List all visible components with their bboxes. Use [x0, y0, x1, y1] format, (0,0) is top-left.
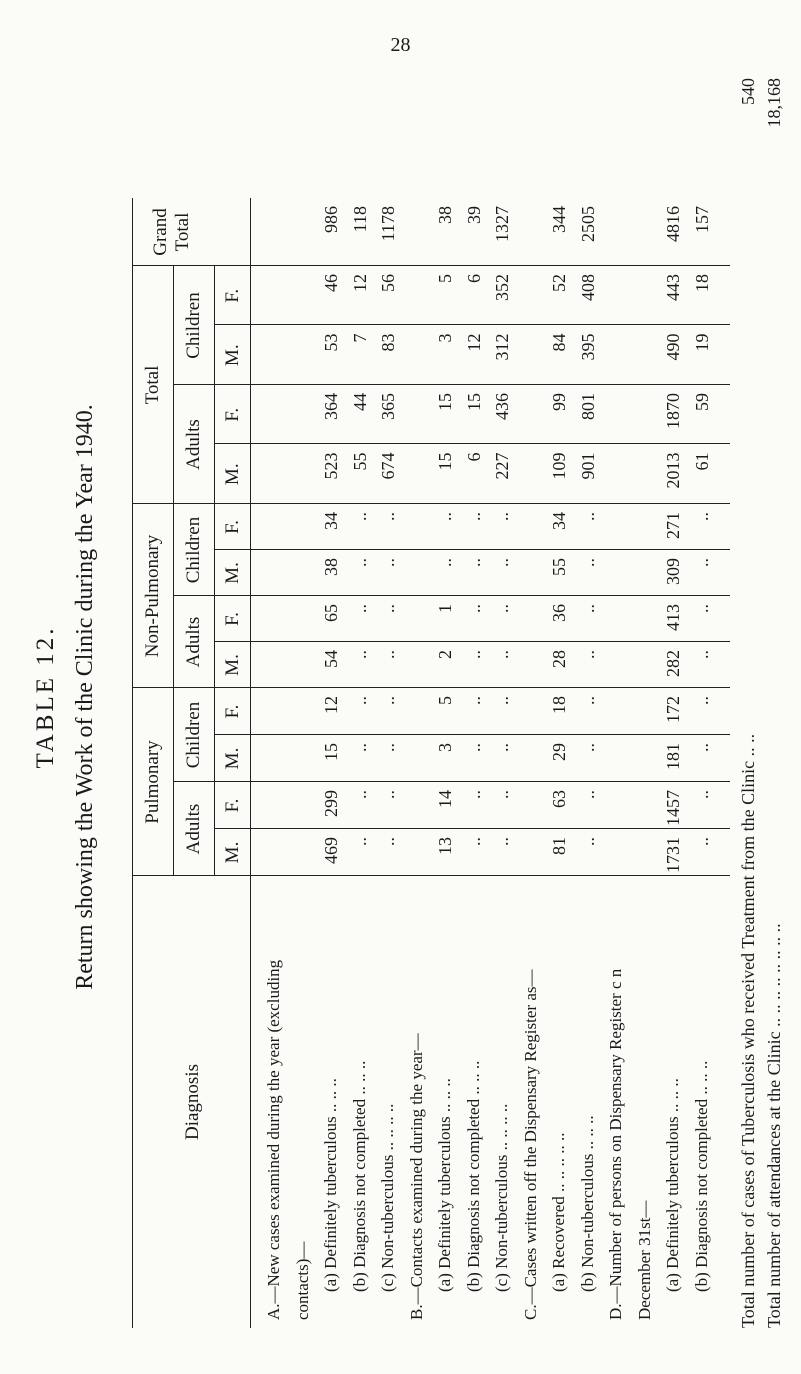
table-cell: .. — [463, 790, 484, 799]
row-label: C.—Cases written off the Dispensary Register as— — [520, 969, 540, 1320]
table-cell: 227 — [492, 452, 512, 480]
table-cell: .. — [691, 558, 712, 567]
table-cell: .. — [349, 696, 370, 705]
m-header: M. — [222, 562, 243, 584]
table-cell: 6 — [463, 452, 484, 462]
table-cell: 15 — [435, 393, 455, 411]
table-cell: .. — [378, 743, 398, 752]
table-cell: 15 — [463, 393, 484, 411]
table-cell: 55 — [549, 558, 569, 576]
table-cell: .. — [492, 790, 512, 799]
table-cell: 365 — [378, 393, 398, 420]
table-cell: .. — [691, 512, 712, 521]
non-pulmonary-header: Non-Pulmonary — [142, 534, 163, 658]
table-cell: .. — [492, 558, 512, 567]
table-cell: 7 — [349, 333, 370, 343]
table-cell: 443 — [663, 274, 683, 301]
adults-header: Adults — [183, 419, 204, 470]
total-header: Total — [142, 365, 163, 405]
table-cell: 28 — [549, 650, 569, 668]
footer-value: 540 — [738, 78, 758, 105]
table-cell: .. — [349, 743, 370, 752]
table-cell: .. — [577, 558, 598, 567]
table-cell: .. — [691, 604, 712, 613]
row-label: (b) Diagnosis not completed .. .. .. — [349, 1060, 369, 1292]
table-cell: 413 — [663, 604, 683, 631]
table-cell: .. — [463, 558, 484, 567]
table-cell: .. — [463, 696, 484, 705]
row-label: (c) Non-tuberculous .. .. .. .. — [378, 1103, 397, 1292]
table-cell: 352 — [492, 274, 512, 301]
table-cell: .. — [378, 512, 398, 521]
table-top-rule — [132, 198, 133, 1328]
table-cell: 282 — [663, 650, 683, 677]
table-cell: 523 — [321, 452, 341, 480]
table-cell: 299 — [321, 790, 341, 817]
table-cell: 801 — [577, 393, 598, 420]
table-cell: 83 — [378, 333, 398, 352]
table-cell: 344 — [549, 206, 569, 233]
table-cell: 56 — [378, 274, 398, 292]
table-cell: 13 — [435, 837, 455, 855]
table-cell: .. — [691, 650, 712, 659]
table-cell: 84 — [549, 333, 569, 352]
table-cell: 53 — [321, 333, 341, 352]
table-cell: 986 — [321, 206, 341, 233]
table-cell: .. — [349, 558, 370, 567]
table-cell: .. — [349, 837, 370, 846]
table-cell: .. — [463, 650, 484, 659]
table-cell: .. — [492, 696, 512, 705]
table-cell: 34 — [321, 512, 341, 530]
table-cell: .. — [691, 790, 712, 799]
table-cell: 1 — [435, 604, 455, 613]
table-cell: 436 — [492, 393, 512, 420]
f-header: F. — [222, 407, 243, 422]
table-cell: 29 — [549, 743, 569, 761]
table-cell: 54 — [321, 650, 341, 668]
table-cell: 5 — [435, 274, 455, 283]
m-header: M. — [222, 654, 243, 676]
table-cell: 12 — [463, 333, 484, 352]
table-cell: 2013 — [663, 452, 683, 489]
table-cell: 2 — [435, 650, 455, 659]
table-subtitle: Return showing the Work of the Clinic during the Year 1940. — [72, 404, 98, 990]
table-cell: .. — [577, 790, 598, 799]
table-cell: 18 — [691, 274, 712, 292]
table-cell: .. — [577, 743, 598, 752]
table-cell: 1870 — [663, 393, 683, 429]
table-cell: 1731 — [663, 837, 683, 873]
table-cell: .. — [378, 604, 398, 613]
row-label: A.—New cases examined during the year (excluding — [264, 959, 283, 1320]
table-cell: 1178 — [378, 206, 398, 242]
row-label: December 31st— — [634, 1200, 654, 1320]
table-cell: 65 — [321, 604, 341, 622]
table-cell: 172 — [663, 696, 683, 723]
table-cell: 181 — [663, 743, 683, 770]
f-header: F. — [222, 704, 243, 719]
table-cell: 3 — [435, 333, 455, 343]
table-cell: 12 — [349, 274, 370, 292]
table-cell: 469 — [321, 837, 341, 864]
table-cell: .. — [691, 696, 712, 705]
table-cell: 674 — [378, 452, 398, 480]
table-cell: .. — [492, 837, 512, 846]
table-cell: .. — [492, 650, 512, 659]
table-cell: .. — [378, 696, 398, 705]
page-number: 28 — [390, 34, 411, 56]
m-header: M. — [222, 747, 243, 770]
row-label: B.—Contacts examined during the year— — [406, 1033, 426, 1320]
row-label: (c) Non-tuberculous .. .. .. .. — [492, 1103, 511, 1292]
m-header: M. — [222, 344, 243, 367]
header-rule-3 — [250, 198, 251, 1328]
table-cell: 490 — [663, 333, 683, 361]
children-header: Children — [183, 701, 204, 769]
table-cell: .. — [492, 604, 512, 613]
table-cell: 15 — [435, 452, 455, 471]
f-header: F. — [222, 612, 243, 626]
table-cell: .. — [463, 512, 484, 521]
f-header: F. — [222, 288, 243, 303]
table-cell: 19 — [691, 333, 712, 352]
row-label: contacts)— — [292, 1241, 312, 1320]
table-cell: 901 — [577, 452, 598, 480]
table-cell: .. — [577, 512, 598, 521]
table-cell: 271 — [663, 512, 683, 539]
table-cell: .. — [492, 512, 512, 521]
table-cell: 34 — [549, 512, 569, 530]
table-cell: .. — [378, 558, 398, 567]
table-cell: 14 — [435, 790, 455, 808]
table-cell: .. — [378, 790, 398, 799]
table-cell: 4816 — [663, 206, 683, 242]
row-label: D.—Number of persons on Dispensary Register c n — [606, 968, 625, 1320]
grand-total-header: Grand Total — [150, 208, 193, 256]
table-cell: .. — [349, 512, 370, 521]
table-cell: .. — [577, 604, 598, 613]
table-cell: .. — [435, 512, 455, 521]
table-cell: .. — [349, 604, 370, 613]
table-cell: 39 — [463, 206, 484, 224]
table-cell: 309 — [663, 558, 683, 585]
table-cell: 36 — [549, 604, 569, 622]
table-cell: 5 — [435, 696, 455, 705]
table-cell: 1457 — [663, 790, 683, 826]
table-cell: .. — [463, 743, 484, 752]
table-cell: .. — [577, 696, 598, 705]
table-cell: 395 — [577, 333, 598, 361]
table-cell: 18 — [549, 696, 569, 714]
table-cell: 59 — [691, 393, 712, 411]
table-cell: 52 — [549, 274, 569, 292]
table-cell: 6 — [463, 274, 484, 283]
row-label: (a) Definitely tuberculous .. .. .. — [435, 1078, 454, 1292]
rotated-table-page — [22, 66, 782, 1328]
table-cell: 1327 — [492, 206, 512, 242]
table-cell: 12 — [321, 696, 341, 714]
row-label: (b) Diagnosis not completed .. .. .. — [463, 1060, 483, 1292]
pulmonary-header: Pulmonary — [142, 740, 163, 824]
table-cell: 61 — [691, 452, 712, 471]
footer-value: 18,168 — [764, 78, 784, 128]
table-cell: 364 — [321, 393, 341, 420]
table-cell: .. — [378, 837, 398, 846]
table-cell: 46 — [321, 274, 341, 292]
adults-header: Adults — [183, 616, 204, 668]
table-cell: .. — [492, 743, 512, 752]
table-cell: 118 — [349, 206, 370, 233]
m-header: M. — [222, 463, 243, 486]
table-cell: 38 — [435, 206, 455, 224]
table-cell: 55 — [349, 452, 370, 471]
table-cell: 15 — [321, 743, 341, 761]
table-cell: .. — [435, 558, 455, 567]
row-label: (b) Diagnosis not completed .. .. .. — [691, 1060, 711, 1292]
f-header: F. — [222, 520, 243, 534]
row-label: (a) Recovered .. .. .. .. .. — [549, 1132, 568, 1292]
table-cell: .. — [463, 604, 484, 613]
table-cell: .. — [349, 650, 370, 659]
row-label: (a) Definitely tuberculous .. .. .. — [321, 1078, 340, 1292]
table-cell: .. — [349, 790, 370, 799]
header-rule-1 — [173, 266, 174, 876]
table-cell: 38 — [321, 558, 341, 576]
table-cell: .. — [378, 650, 398, 659]
table-cell: .. — [463, 837, 484, 846]
m-header: M. — [222, 841, 243, 864]
table-cell: 408 — [577, 274, 598, 301]
diagnosis-header: Diagnosis — [182, 1064, 203, 1140]
table-cell: 81 — [549, 837, 569, 855]
table-cell: .. — [691, 837, 712, 846]
table-cell: 2505 — [577, 206, 598, 242]
row-label: (b) Non-tuberculous .. .. .. — [577, 1115, 597, 1292]
f-header: F. — [222, 798, 243, 813]
table-cell: 157 — [691, 206, 712, 233]
table-cell: 63 — [549, 790, 569, 808]
table-cell: 3 — [435, 743, 455, 752]
table-cell: .. — [691, 743, 712, 752]
table-cell: 44 — [349, 393, 370, 411]
table-cell: 312 — [492, 333, 512, 361]
footer-label: Total number of attendances at the Clinic .. .. .. .. .. .. .. .. — [764, 923, 784, 1328]
adults-header: Adults — [183, 803, 204, 855]
header-rule-2 — [214, 266, 215, 876]
table-title: TABLE 12. — [32, 625, 59, 769]
footer-label: Total number of cases of Tuberculosis who received Treatment from the Clinic .. .. — [738, 733, 758, 1328]
table-cell: 99 — [549, 393, 569, 411]
table-cell: .. — [577, 837, 598, 846]
children-header: Children — [183, 292, 204, 359]
table-cell: 109 — [549, 452, 569, 480]
row-label: (a) Definitely tuberculous .. .. .. — [663, 1078, 682, 1292]
table-cell: .. — [577, 650, 598, 659]
children-header: Children — [183, 516, 204, 584]
